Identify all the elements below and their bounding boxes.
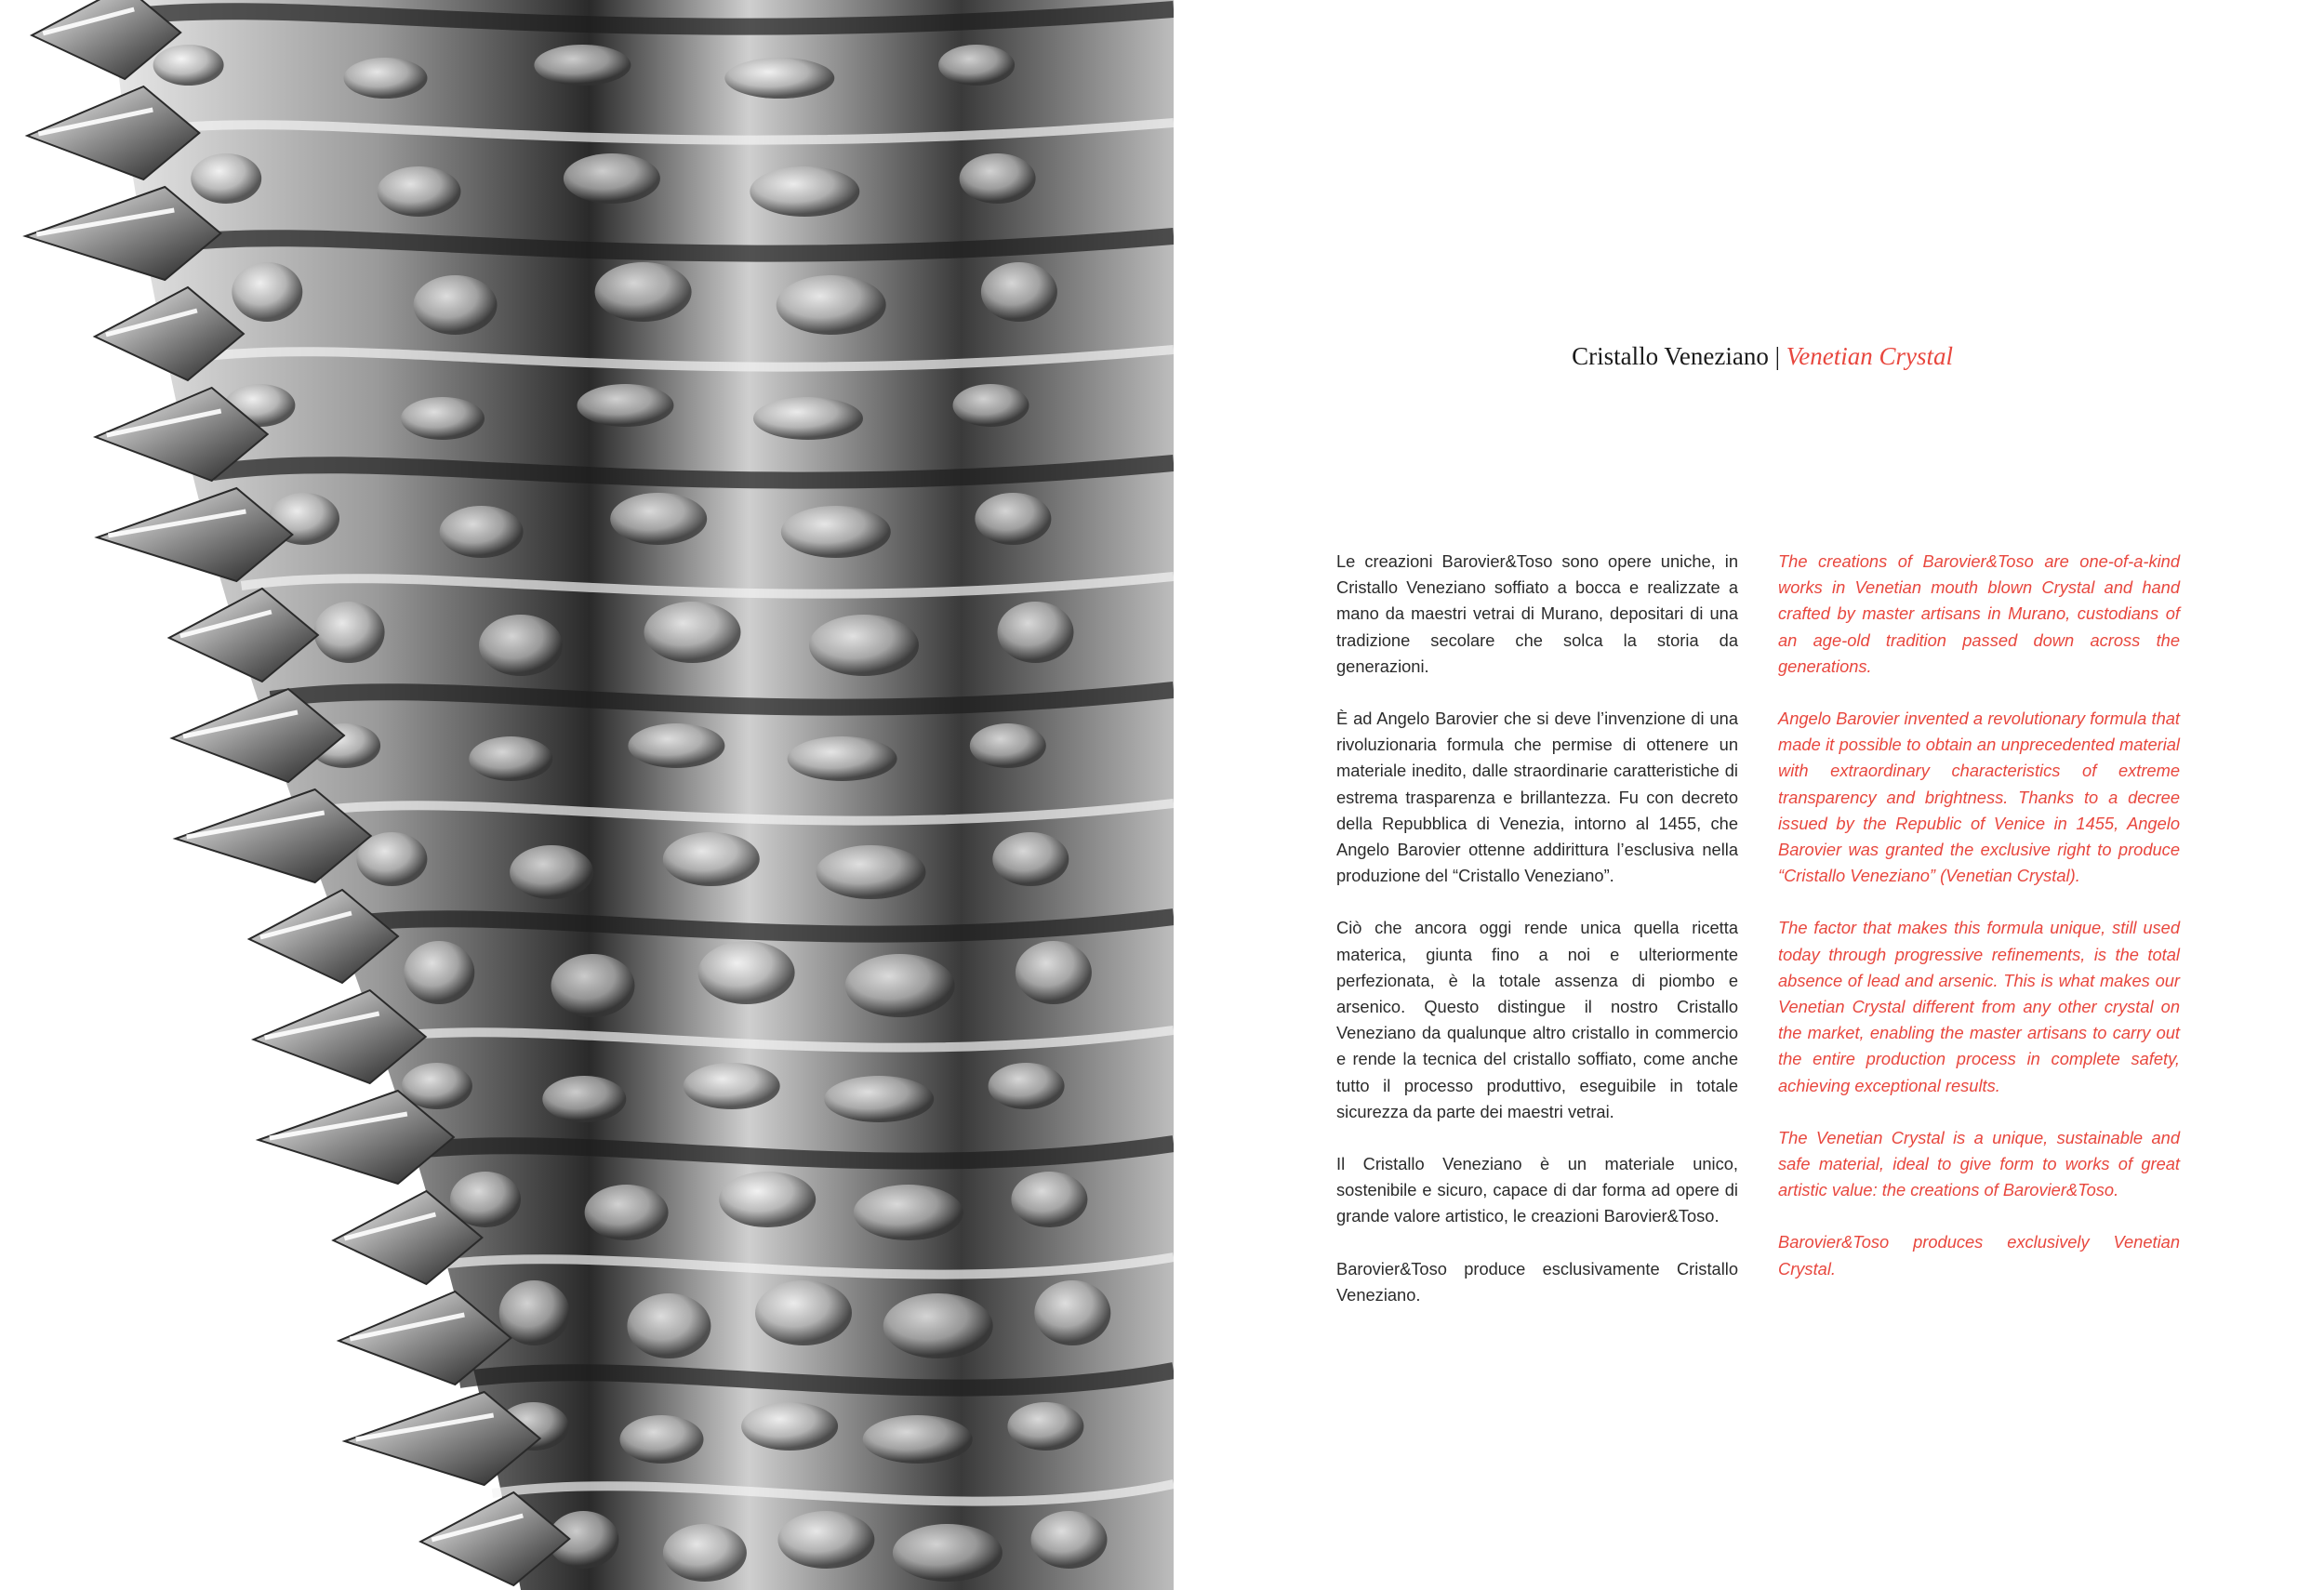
glass-highlight — [404, 941, 474, 1004]
glass-highlight — [992, 832, 1069, 886]
glass-highlight — [824, 1076, 934, 1122]
glass-highlight — [469, 736, 552, 781]
italian-paragraph: Le creazioni Barovier&Toso sono opere uniche, in Cristallo Veneziano soffiato a bocca e realizzate a mano da maestri vetrai di Murano, depositari di una tradizione secolare che solca la storia da generazioni. — [1336, 551, 1738, 676]
glass-highlight — [750, 166, 859, 217]
glass-highlight — [777, 1511, 874, 1569]
glass-highlight — [534, 45, 631, 86]
glass-highlight — [610, 493, 707, 545]
glass-highlight — [981, 262, 1057, 322]
english-paragraph: Angelo Barovier invented a revolutionary formula that made it possible to obtain an unprecedented material with extraordinary characteristics of extreme transparency and brightness. Thanks to a decree issued by the Republic of Venice in 1455, Angelo Barovier was granted the exclusive right to produce “Cristallo Veneziano” (Venetian Crystal). — [1778, 709, 2180, 886]
glass-highlight — [893, 1524, 1003, 1582]
glass-highlight — [232, 262, 302, 322]
glass-highlight — [585, 1185, 669, 1240]
glass-highlight — [755, 1280, 852, 1345]
glass-highlight — [627, 1293, 710, 1358]
glass-highlight — [970, 723, 1046, 768]
glass-highlight — [863, 1415, 973, 1464]
english-paragraph: The factor that makes this formula unique, still used today through progressive refinements, is the total absence of lead and arsenic. This is what makes our Venetian Crystal different from any other crystal on the market, enabling the master artisans to carry out the entire production process in complete safety, achieving exceptional results. — [1778, 918, 2180, 1095]
glass-highlight — [551, 954, 635, 1017]
glass-highlight — [960, 153, 1036, 204]
title-english: Venetian Crystal — [1786, 342, 1953, 370]
glass-highlight — [401, 397, 485, 440]
glass-highlight — [628, 723, 724, 768]
glass-highlight — [788, 736, 897, 781]
glass-highlight — [698, 941, 795, 1004]
glass-highlight — [1011, 1172, 1087, 1227]
glass-highlight — [1007, 1402, 1083, 1451]
glass-highlight — [753, 397, 863, 440]
glass-highlight — [510, 845, 593, 899]
glass-highlight — [998, 602, 1074, 663]
italian-paragraph: È ad Angelo Barovier che si deve l’invenzione di una rivoluzionaria formula che permise di ottenere un materiale inedito, dalle straordinarie caratteristiche di estrema trasparenza e brillantezza. Fu con decreto della Repubblica di Venezia, intorno al 1455, che Angelo Barovier ottenne addirittura l’esclusiva nella produzione del “Cristallo Veneziano”. — [1336, 709, 1738, 886]
page-title — [1209, 342, 1953, 371]
glass-highlight — [314, 602, 385, 663]
english-text-column — [1778, 549, 2180, 1308]
glass-highlight — [542, 1076, 626, 1122]
glass-highlight — [989, 1063, 1065, 1109]
glass-highlight — [809, 615, 919, 676]
glass-highlight — [724, 58, 834, 99]
glass-highlight — [564, 153, 660, 204]
glass-highlight — [344, 58, 428, 99]
glass-highlight — [620, 1415, 704, 1464]
italian-paragraph: Barovier&Toso produce esclusivamente Cristallo Veneziano. — [1336, 1258, 1738, 1305]
glass-highlight — [781, 506, 891, 558]
title-separator: | — [1774, 342, 1781, 370]
glass-highlight — [595, 262, 692, 322]
english-paragraph: The Venetian Crystal is a unique, sustainable and safe material, ideal to give form to works of great artistic value: the creations of Barovier&Toso. — [1778, 1127, 2180, 1200]
glass-highlight — [938, 45, 1015, 86]
glass-highlight — [1031, 1511, 1108, 1569]
glass-highlight — [975, 493, 1051, 545]
glass-highlight — [578, 384, 674, 427]
glass-highlight — [663, 832, 760, 886]
glass-highlight — [440, 506, 524, 558]
english-paragraph: Barovier&Toso produces exclusively Venetian Crystal. — [1778, 1232, 2180, 1279]
title-italian: Cristallo Veneziano — [1572, 342, 1769, 370]
glass-highlight — [191, 153, 261, 204]
glass-highlight — [356, 832, 427, 886]
italian-text-column — [1336, 549, 1738, 1334]
glass-highlight — [499, 1280, 570, 1345]
glass-highlight — [953, 384, 1029, 427]
english-paragraph: The creations of Barovier&Toso are one-of-a-kind works in Venetian mouth blown Crystal and hand crafted by master artisans in Murano, custodians of an age-old tradition passed down across the generations. — [1778, 551, 2180, 676]
glass-highlight — [153, 45, 224, 86]
glass-highlight — [663, 1524, 747, 1582]
glass-highlight — [883, 1293, 993, 1358]
glass-highlight — [854, 1185, 963, 1240]
glass-highlight — [644, 602, 741, 663]
glass-highlight — [845, 954, 955, 1017]
glass-highlight — [719, 1172, 816, 1227]
glass-highlight — [414, 275, 498, 335]
glass-highlight — [1034, 1280, 1110, 1345]
italian-paragraph: Ciò che ancora oggi rende unica quella ricetta materica, giunta fino a noi e ulteriormente perfezionata, è la totale assenza di piombo e arsenico. Questo distingue il nostro Cristallo Veneziano da qualunque altro cristallo in commercio e rende la tecnica del cristallo soffiato, come anche tutto il processo produttivo, eseguibile in totale sicurezza da parte dei maestri vetrai. — [1336, 918, 1738, 1121]
glass-highlight — [684, 1063, 780, 1109]
glass-highlight — [741, 1402, 838, 1451]
glass-highlight — [378, 166, 461, 217]
glass-highlight — [777, 275, 886, 335]
italian-paragraph: Il Cristallo Veneziano è un materiale unico, sostenibile e sicuro, capace di dar forma ad opere di grande valore artistico, le creazioni Barovier&Toso. — [1336, 1154, 1738, 1226]
glass-highlight — [479, 615, 563, 676]
glass-highlight — [1016, 941, 1092, 1004]
glass-highlight — [817, 845, 926, 899]
